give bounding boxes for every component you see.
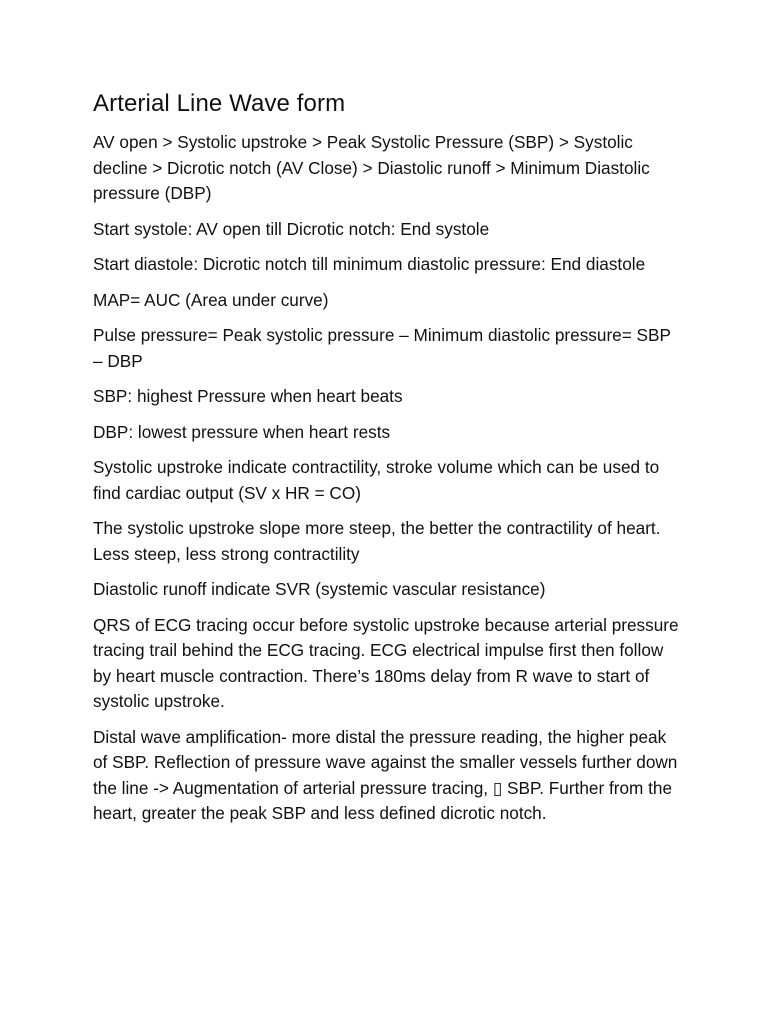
paragraph-distal-wave-amplification: Distal wave amplification- more distal the pressure reading, the higher peak of SBP. Reflection of pressure wave against the smaller vessels further down the line -> Augmentation of arterial pressure tracing, ▯ SBP. Further from the heart, greater the peak SBP and less defined dicrotic notch. bbox=[93, 726, 678, 823]
document-title: Arterial Line Wave form bbox=[93, 90, 346, 117]
paragraph-pulse-pressure: Pulse pressure= Peak systolic pressure – Minimum diastolic pressure= SBP – DBP bbox=[93, 325, 671, 371]
paragraph-start-diastole: Start diastole: Dicrotic notch till minimum diastolic pressure: End diastole bbox=[93, 254, 646, 274]
document-body bbox=[93, 88, 683, 837]
paragraph-qrs-ecg: QRS of ECG tracing occur before systolic upstroke because arterial pressure tracing trail behind the ECG tracing. ECG electrical impulse first then follow by heart muscle contraction. There’s 180ms delay from R wave to start of systolic upstroke. bbox=[93, 614, 679, 711]
paragraph-diastolic-runoff: Diastolic runoff indicate SVR (systemic vascular resistance) bbox=[93, 579, 546, 599]
paragraph-systolic-upstroke: Systolic upstroke indicate contractility, stroke volume which can be used to find cardiac output (SV x HR = CO) bbox=[93, 457, 660, 503]
paragraph-upstroke-slope: The systolic upstroke slope more steep, the better the contractility of heart. Less steep, less strong contractility bbox=[93, 518, 661, 564]
paragraph-start-systole: Start systole: AV open till Dicrotic notch: End systole bbox=[93, 218, 490, 239]
paragraph-waveform-sequence: AV open > Systolic upstroke > Peak Systolic Pressure (SBP) > Systolic decline > Dicrotic notch (AV Close) > Diastolic runoff > Minimum Diastolic pressure (DBP) bbox=[93, 132, 650, 203]
paragraph-dbp: DBP: lowest pressure when heart rests bbox=[93, 421, 391, 442]
paragraph-map: MAP= AUC (Area under curve) bbox=[93, 289, 329, 310]
paragraph-sbp: SBP: highest Pressure when heart beats bbox=[93, 386, 403, 406]
